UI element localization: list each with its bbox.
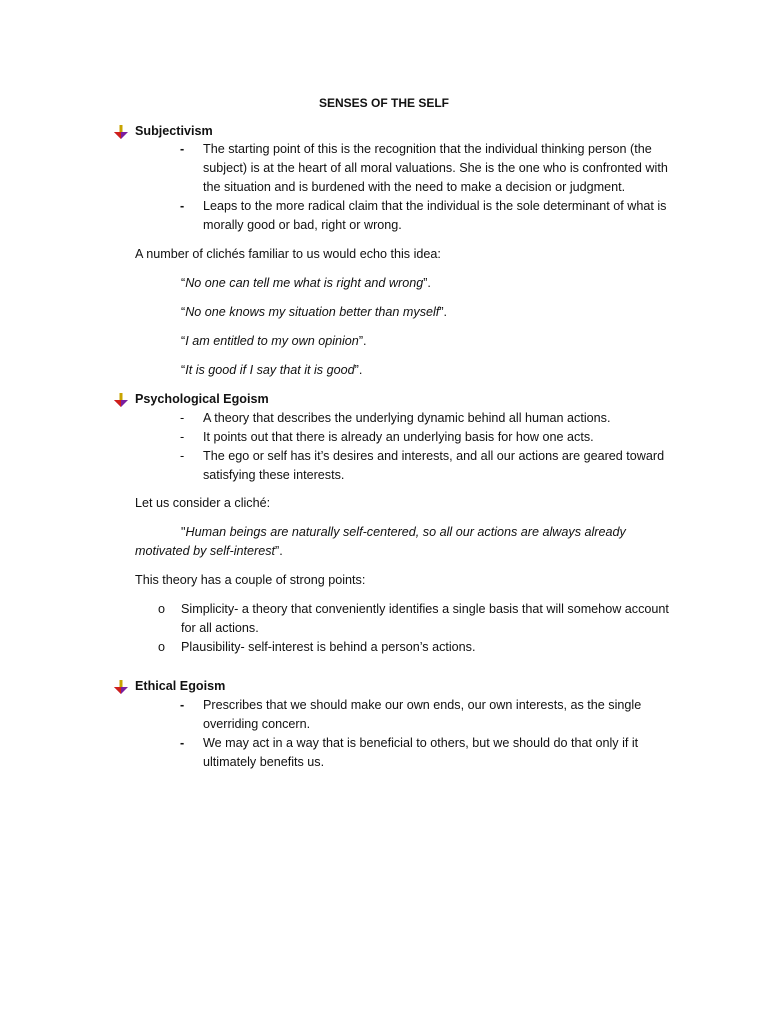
list-item bbox=[180, 140, 680, 197]
quote-close: ”. bbox=[275, 544, 283, 558]
strong-points-list bbox=[158, 600, 683, 657]
quote-open: “ bbox=[181, 363, 186, 377]
quote bbox=[181, 332, 681, 351]
sub-bullet-marker: o bbox=[158, 640, 166, 654]
quote-close: ”. bbox=[439, 305, 448, 319]
list-item-text: Simplicity- a theory that conveniently identifies a single basis that will somehow account for all actions. bbox=[181, 602, 669, 635]
quote-close: ”. bbox=[423, 276, 431, 290]
quote-text: Human beings are naturally self-centered, so all our actions are always already motivated by self-interest bbox=[135, 525, 626, 558]
sub-bullet-marker: o bbox=[158, 602, 166, 616]
list-item bbox=[158, 600, 683, 638]
quote-open: " bbox=[181, 525, 186, 539]
quote-open: “ bbox=[181, 305, 186, 319]
arrow-down-bullet-icon bbox=[114, 680, 128, 694]
subjectivism-points bbox=[180, 140, 680, 235]
quote bbox=[181, 361, 681, 380]
arrow-down-bullet-icon bbox=[114, 125, 128, 139]
section-heading-label: Subjectivism bbox=[135, 124, 213, 138]
list-item-text: Prescribes that we should make our own ends, our own interests, as the single overriding concern. bbox=[203, 698, 642, 731]
list-item-text: It points out that there is already an underlying basis for how one acts. bbox=[203, 430, 594, 444]
quote-open: “ bbox=[181, 276, 186, 290]
dash-marker: - bbox=[180, 449, 185, 463]
dash-marker: - bbox=[180, 199, 185, 213]
quote-close: ”. bbox=[354, 363, 363, 377]
list-item bbox=[180, 197, 680, 235]
list-item-text: Leaps to the more radical claim that the individual is the sole determinant of what is morally good or bad, right or wrong. bbox=[203, 199, 667, 232]
list-item bbox=[180, 447, 680, 485]
section-heading-label: Psychological Egoism bbox=[135, 392, 269, 406]
quote-close: ”. bbox=[358, 334, 367, 348]
page-title: SENSES OF THE SELF bbox=[318, 96, 450, 110]
list-item-text: The starting point of this is the recognition that the individual thinking person (the subject) is at the heart of all moral valuations. She is the one who is confronted with the situation and is burdened with the need to make a decision or judgment. bbox=[203, 142, 668, 194]
cliche-intro: Let us consider a cliché: bbox=[135, 496, 271, 510]
cliche-quote bbox=[135, 523, 680, 561]
dash-marker: - bbox=[180, 698, 185, 712]
dash-marker: - bbox=[180, 411, 185, 425]
quote bbox=[181, 303, 681, 322]
dash-marker: - bbox=[180, 142, 185, 156]
quote-text: No one knows my situation better than myself bbox=[185, 305, 440, 319]
list-item-text: The ego or self has it’s desires and interests, and all our actions are geared toward satisfying these interests. bbox=[203, 449, 665, 482]
quote bbox=[181, 274, 681, 293]
list-item bbox=[180, 734, 680, 772]
list-item-text: A theory that describes the underlying dynamic behind all human actions. bbox=[203, 411, 611, 425]
dash-marker: - bbox=[180, 430, 185, 444]
list-item bbox=[180, 696, 680, 734]
list-item bbox=[180, 409, 680, 428]
list-item bbox=[180, 428, 680, 447]
section-heading-psychological-egoism bbox=[114, 390, 269, 409]
quote-open: “ bbox=[181, 334, 186, 348]
ethical-egoism-points bbox=[180, 696, 680, 772]
section-heading-ethical-egoism bbox=[114, 677, 225, 696]
list-item-text: We may act in a way that is beneficial to others, but we should do that only if it ultimately benefits us. bbox=[203, 736, 639, 769]
dash-marker: - bbox=[180, 736, 185, 750]
cliches-intro: A number of clichés familiar to us would echo this idea: bbox=[135, 247, 441, 261]
strong-points-intro: This theory has a couple of strong points: bbox=[135, 573, 366, 587]
section-heading-subjectivism bbox=[114, 122, 213, 141]
psychological-egoism-points bbox=[180, 409, 680, 485]
quote-text: It is good if I say that it is good bbox=[185, 363, 355, 377]
section-heading-label: Ethical Egoism bbox=[135, 679, 226, 693]
list-item-text: Plausibility- self-interest is behind a person’s actions. bbox=[181, 640, 476, 654]
arrow-down-bullet-icon bbox=[114, 393, 128, 407]
list-item bbox=[158, 638, 683, 657]
quote-text: I am entitled to my own opinion bbox=[185, 334, 359, 348]
quote-text: No one can tell me what is right and wrong bbox=[185, 276, 424, 290]
